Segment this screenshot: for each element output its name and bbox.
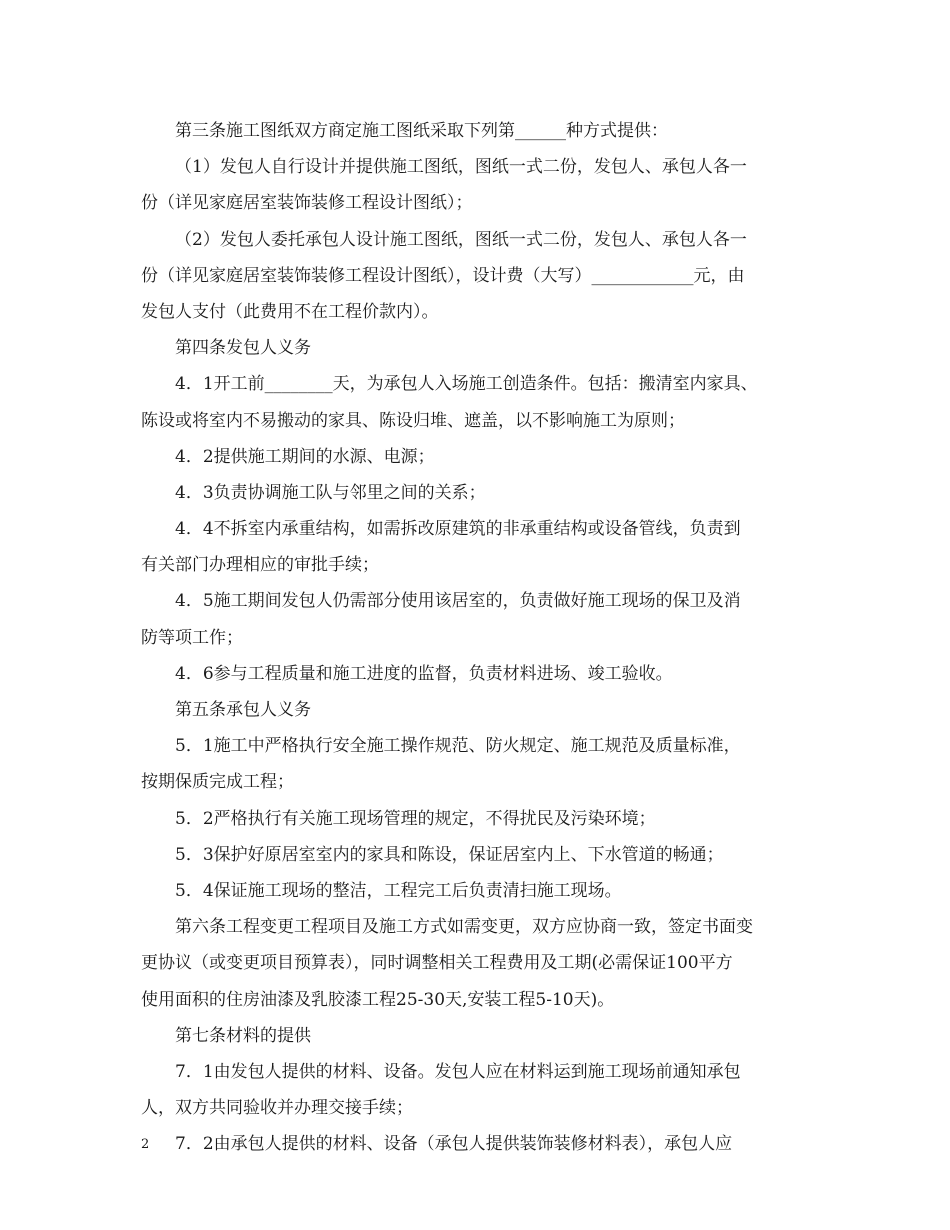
text-line: 份（详见家庭居室装饰装修工程设计图纸），设计费（大写）____________元，由 bbox=[141, 265, 745, 286]
text-line: 4．2提供施工期间的水源、电源； bbox=[175, 446, 435, 467]
text-line: 4．4不拆室内承重结构，如需拆改原建筑的非承重结构或设备管线，负责到 bbox=[175, 519, 741, 540]
document-body bbox=[141, 113, 813, 1162]
text-line: 按期保质完成工程； bbox=[141, 772, 294, 793]
text-line: 5．4保证施工现场的整洁，工程完工后负责清扫施工现场。 bbox=[175, 880, 622, 901]
text-line: 5．1施工中严格执行安全施工操作规范、防火规定、施工规范及质量标准， bbox=[175, 736, 741, 757]
text-line: 7．1由发包人提供的材料、设备。发包人应在材料运到施工现场前通知承包 bbox=[175, 1061, 741, 1082]
text-line: 第七条材料的提供 bbox=[175, 1025, 311, 1046]
text-line: 7．2由承包人提供的材料、设备（承包人提供装饰装修材料表），承包人应 bbox=[175, 1134, 733, 1155]
text-line: 第六条工程变更工程项目及施工方式如需变更，双方应协商一致，签定书面变 bbox=[175, 917, 753, 938]
text-line: 防等项工作； bbox=[141, 627, 243, 648]
page-number: 2 bbox=[141, 1137, 150, 1152]
text-line: 5．2严格执行有关施工现场管理的规定，不得扰民及污染环境； bbox=[175, 808, 656, 829]
text-line: 发包人支付（此费用不在工程价款内）。 bbox=[141, 301, 439, 322]
text-line: 有关部门办理相应的审批手续； bbox=[141, 555, 379, 576]
text-line: （1）发包人自行设计并提供施工图纸，图纸一式二份，发包人、承包人各一 bbox=[175, 157, 747, 178]
text-line: 第五条承包人义务 bbox=[175, 700, 311, 720]
text-line: 人，双方共同验收并办理交接手续； bbox=[141, 1098, 413, 1119]
text-line: 4．5施工期间发包人仍需部分使用该居室的，负责做好施工现场的保卫及消 bbox=[175, 591, 741, 612]
text-line: 陈设或将室内不易搬动的家具、陈设归堆、遮盖，以不影响施工为原则； bbox=[141, 410, 685, 431]
text-line: 更协议（或变更项目预算表），同时调整相关工程费用及工期(必需保证100平方 bbox=[141, 953, 733, 974]
text-line: （2）发包人委托承包人设计施工图纸，图纸一式二份，发包人、承包人各一 bbox=[175, 229, 747, 250]
text-line: 份（详见家庭居室装饰装修工程设计图纸）； bbox=[141, 193, 473, 214]
text-line: 4．6参与工程质量和施工进度的监督，负责材料进场、竣工验收。 bbox=[175, 663, 673, 684]
text-line: 5．3保护好原居室室内的家具和陈设，保证居室内上、下水管道的畅通； bbox=[175, 844, 724, 865]
text-line: 4．3负责协调施工队与邻里之间的关系； bbox=[175, 482, 486, 503]
text-line: 第三条施工图纸双方商定施工图纸采取下列第______种方式提供： bbox=[175, 121, 668, 141]
text-line: 4．1开工前________天，为承包人入场施工创造条件。包括：搬清室内家具、 bbox=[175, 374, 758, 395]
text-line: 使用面积的住房油漆及乳胶漆工程25-30天,安装工程5-10天)。 bbox=[141, 989, 615, 1010]
text-line: 第四条发包人义务 bbox=[175, 338, 311, 359]
